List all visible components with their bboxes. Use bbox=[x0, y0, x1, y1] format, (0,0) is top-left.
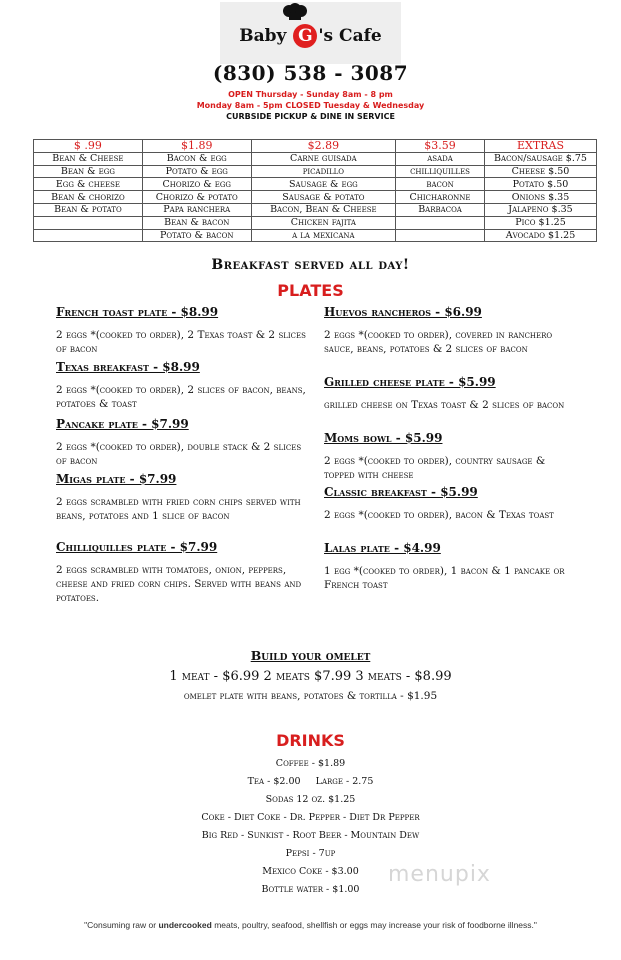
price-cell: Chorizo & potato bbox=[142, 191, 251, 204]
price-cell bbox=[396, 216, 485, 229]
drink-item: Tea - $2.00 Large - 2.75 bbox=[247, 776, 374, 787]
price-cell: Egg & cheese bbox=[34, 178, 143, 191]
price-cell: Jalapeno $.35 bbox=[485, 203, 597, 216]
plate-name: Moms bowl - $5.99 bbox=[324, 431, 443, 445]
plate-description: 2 eggs *(cooked to order), 2 Texas toast & 2 slices of bacon bbox=[56, 329, 306, 355]
plate-item bbox=[56, 540, 306, 605]
plate-name: Grilled cheese plate - $5.99 bbox=[324, 375, 496, 389]
omelet-plate: omelet plate with beans, potatoes & tortilla - $1.95 bbox=[183, 690, 438, 702]
plate-description: 2 eggs *(cooked to order), country sausage & topped with cheese bbox=[324, 455, 546, 481]
drink-item: Coffee - $1.89 bbox=[275, 758, 346, 769]
plate-item bbox=[324, 541, 574, 592]
plate-item bbox=[324, 375, 574, 412]
price-header-2: $2.89 bbox=[251, 140, 395, 153]
disclaimer-text-2: meats, poultry, seafood, shellfish or eggs may increase your risk of foodborne illness." bbox=[211, 920, 537, 930]
plate-name: Lalas plate - $4.99 bbox=[324, 541, 441, 555]
price-cell: picadillo bbox=[251, 165, 395, 178]
price-cell: Chorizo & egg bbox=[142, 178, 251, 191]
drink-item: Mexico Coke - $3.00 bbox=[262, 866, 359, 877]
price-cell: Carne guisada bbox=[251, 152, 395, 165]
price-table-header bbox=[34, 140, 597, 153]
price-row bbox=[34, 229, 597, 242]
breakfast-taco-price-table bbox=[33, 139, 597, 242]
price-header-0: $ .99 bbox=[34, 140, 143, 153]
price-row bbox=[34, 203, 597, 216]
plate-name: Texas breakfast - $8.99 bbox=[56, 360, 200, 374]
price-cell: Bacon, Bean & Cheese bbox=[251, 203, 395, 216]
price-cell: Bean & potato bbox=[34, 203, 143, 216]
plate-item bbox=[56, 472, 306, 523]
plate-description: 2 eggs scrambled with tomatoes, onion, peppers, cheese and fried corn chips. Served with beans and potatoes. bbox=[56, 564, 302, 604]
plate-name: Classic breakfast - $5.99 bbox=[324, 485, 478, 499]
price-cell: Potato & egg bbox=[142, 165, 251, 178]
price-cell: Bean & Cheese bbox=[34, 152, 143, 165]
price-cell: Pico $1.25 bbox=[485, 216, 597, 229]
cafe-logo bbox=[220, 24, 401, 48]
price-cell: Bean & bacon bbox=[142, 216, 251, 229]
menupix-watermark: menupix bbox=[388, 862, 491, 887]
price-cell: Sausage & egg bbox=[251, 178, 395, 191]
price-cell: Bean & chorizo bbox=[34, 191, 143, 204]
plate-name: Huevos rancheros - $6.99 bbox=[324, 305, 482, 319]
price-header-3: $3.59 bbox=[396, 140, 485, 153]
food-safety-disclaimer bbox=[0, 920, 621, 930]
price-cell: asada bbox=[396, 152, 485, 165]
logo-word-baby: Baby bbox=[239, 26, 293, 46]
plate-name: French toast plate - $8.99 bbox=[56, 305, 219, 319]
phone-number: (830) 538 - 3087 bbox=[212, 61, 409, 85]
price-cell: Cheese $.50 bbox=[485, 165, 597, 178]
price-cell: Chicken fajita bbox=[251, 216, 395, 229]
plate-item bbox=[56, 417, 306, 468]
price-cell: Bacon/sausage $.75 bbox=[485, 152, 597, 165]
disclaimer-bold: undercooked bbox=[158, 920, 212, 930]
logo-word-cafe: 's Cafe bbox=[318, 26, 382, 46]
hours-line-1: OPEN Thursday - Sunday 8am - 8 pm bbox=[228, 90, 393, 99]
plate-item bbox=[324, 305, 574, 356]
plate-description: 2 eggs *(cooked to order), 2 slices of bacon, beans, potatoes & toast bbox=[56, 384, 306, 410]
breakfast-note: Breakfast served all day! bbox=[211, 257, 410, 273]
price-cell bbox=[34, 229, 143, 242]
price-row bbox=[34, 152, 597, 165]
logo-g-circle: G bbox=[293, 24, 317, 48]
price-row bbox=[34, 191, 597, 204]
plate-item bbox=[324, 431, 574, 482]
hours-line-2: Monday 8am - 5pm CLOSED Tuesday & Wednesday bbox=[196, 101, 425, 110]
omelet-prices: 1 meat - $6.99 2 meats $7.99 3 meats - $8.99 bbox=[169, 669, 452, 684]
plate-item bbox=[56, 305, 306, 356]
plate-item bbox=[56, 360, 306, 411]
plate-item bbox=[324, 485, 574, 522]
price-row bbox=[34, 216, 597, 229]
price-cell: bacon bbox=[396, 178, 485, 191]
plates-title: PLATES bbox=[277, 281, 344, 300]
plate-description: grilled cheese on Texas toast & 2 slices of bacon bbox=[324, 399, 565, 411]
price-cell: Potato & bacon bbox=[142, 229, 251, 242]
price-cell: Sausage & potato bbox=[251, 191, 395, 204]
price-header-4: EXTRAS bbox=[485, 140, 597, 153]
drinks-title: DRINKS bbox=[276, 731, 345, 750]
drink-item: Coke - Diet Coke - Dr. Pepper - Diet Dr Pepper bbox=[201, 812, 420, 823]
plate-name: Pancake plate - $7.99 bbox=[56, 417, 189, 431]
plate-description: 2 eggs scrambled with fried corn chips served with beans, potatoes and 1 slice of bacon bbox=[56, 496, 301, 522]
omelet-title: Build your omelet bbox=[250, 648, 371, 663]
price-cell: Papa ranchera bbox=[142, 203, 251, 216]
price-row bbox=[34, 165, 597, 178]
price-cell: Bacon & egg bbox=[142, 152, 251, 165]
price-cell: a la mexicana bbox=[251, 229, 395, 242]
price-cell bbox=[34, 216, 143, 229]
price-header-1: $1.89 bbox=[142, 140, 251, 153]
price-cell: Bean & egg bbox=[34, 165, 143, 178]
plate-description: 2 eggs *(cooked to order), double stack & 2 slices of bacon bbox=[56, 441, 302, 467]
plate-name: Chilliquilles plate - $7.99 bbox=[56, 540, 218, 554]
service-info: CURBSIDE PICKUP & DINE IN SERVICE bbox=[226, 112, 395, 121]
disclaimer-text-1: "Consuming raw or bbox=[84, 920, 159, 930]
price-cell: chilliquilles bbox=[396, 165, 485, 178]
plate-description: 2 eggs *(cooked to order), bacon & Texas toast bbox=[324, 509, 554, 521]
plate-description: 1 egg *(cooked to order), 1 bacon & 1 pancake or French toast bbox=[324, 565, 565, 591]
drink-item: Pepsi - 7up bbox=[285, 848, 336, 859]
price-cell: Onions $.35 bbox=[485, 191, 597, 204]
drink-item: Big Red - Sunkist - Root Beer - Mountain Dew bbox=[201, 830, 420, 841]
price-cell bbox=[396, 229, 485, 242]
plate-name: Migas plate - $7.99 bbox=[56, 472, 177, 486]
price-table-body bbox=[34, 152, 597, 242]
drink-item: Sodas 12 oz. $1.25 bbox=[265, 794, 356, 805]
plate-description: 2 eggs *(cooked to order), covered in ranchero sauce, beans, potatoes & 2 slices of bacon bbox=[324, 329, 553, 355]
chef-hat-icon bbox=[282, 3, 308, 21]
price-cell: Barbacoa bbox=[396, 203, 485, 216]
price-cell: Avocado $1.25 bbox=[485, 229, 597, 242]
price-row bbox=[34, 178, 597, 191]
price-cell: Chicharonne bbox=[396, 191, 485, 204]
drink-item: Bottle water - $1.00 bbox=[261, 884, 360, 895]
price-cell: Potato $.50 bbox=[485, 178, 597, 191]
